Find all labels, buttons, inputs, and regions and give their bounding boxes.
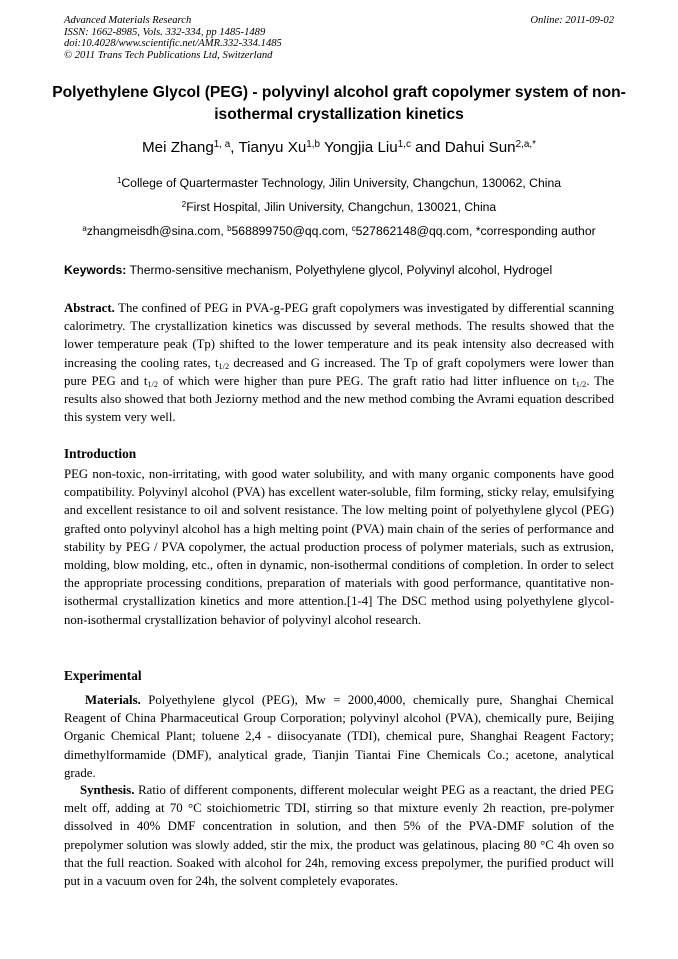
author-superscript: 2,a,*: [515, 139, 536, 151]
synthesis-label: Synthesis.: [80, 783, 135, 797]
abstract-subscript: 1/2: [575, 379, 587, 389]
abstract: [64, 299, 614, 426]
experimental-heading: Experimental: [64, 668, 142, 683]
issn-line: ISSN: 1662-8985, Vols. 332-334, pp 1485-1489: [64, 26, 266, 38]
email-superscript: b: [227, 224, 232, 234]
abstract-label: Abstract.: [64, 301, 115, 315]
doi-line: doi:10.4028/www.scientific.net/AMR.332-334.1485: [64, 38, 282, 49]
email-text: 527862148@qq.com, *corresponding author: [355, 224, 596, 238]
author-superscript: 1,c: [397, 139, 411, 151]
author-superscript: 1, a: [213, 139, 231, 151]
materials-paragraph: [64, 691, 614, 782]
email-superscript: c: [351, 224, 356, 234]
abstract-subscript: 1/2: [147, 379, 159, 389]
introduction-paragraph: PEG non-toxic, non-irritating, with good water solubility, and with many organic components have good compatibility. Polyvinyl alcohol (PVA) has excellent water-soluble, film forming, sticky relay, emulsifying and excellent resistance to oil and solvent resistance. The low melting point of polyethylene glycol (PEG) grafted onto polyvinyl alcohol has a high melting point (PVA) main chain of the series of performance and stability by PEG / PVA copolymer, the actual production process of polymer materials, such as extrusion, molding, blow molding, etc., often in dynamic, non-isothermal conditions of completion. In order to select the appropriate processing conditions, preparation of materials with good performance, quantitative non-isothermal crystallization kinetics and more attention.[1-4] The DSC method using polyethylene glycol-non-isothermal crystallization behavior of polyvinyl alcohol research.: [64, 467, 614, 627]
affiliation-2: [0, 199, 678, 215]
abstract-text: of which were higher than pure PEG. The graft ratio had litter influence on t: [158, 373, 576, 388]
affiliation-1: [0, 175, 678, 191]
online-date: Online: 2011-09-02: [530, 15, 614, 26]
affiliation-superscript: 1: [116, 176, 122, 186]
email-text: zhangmeisdh@sina.com,: [86, 224, 228, 238]
affiliation-superscript: 2: [181, 200, 187, 210]
author-name: Yongjia Liu: [323, 139, 398, 156]
keywords-text: Thermo-sensitive mechanism, Polyethylene glycol, Polyvinyl alcohol, Hydrogel: [126, 263, 553, 277]
synthesis-text: Ratio of different components, different molecular weight PEG as a reactant, the dried PEG melt off, adding at 70 °C stoichiometric TDI, stirring so that mixture evenly 2h reaction, pre-polymer dissolved in 40% DMF concentration in solution, and then 5% of the PVA-DMF solution of the prepolymer solution was slowly added, stir the mix, the product was gelatinous, placing 80 °C 4h oven so that the full reaction. Soaked with alcohol for 24h, removing excess prepolymer, the purified product will put in a vacuum oven for 24h, the solvent completely evaporates.: [64, 783, 614, 889]
abstract-text: The confined of PEG in PVA-g-PEG graft copolymers was investigated by differential scanning calorimetry. The crystallization kinetics was discussed by several methods. The results showed that the lower temperature peak (Tp) shifted to the lower temperature and its peak intensity also decreased with increasing the cooling rates, t: [64, 301, 614, 370]
email-line: [0, 223, 678, 239]
affiliation-text: First Hospital, Jilin University, Changchun, 130021, China: [186, 200, 497, 214]
keywords-label: Keywords:: [64, 263, 127, 277]
author-name: Tianyu Xu: [238, 139, 307, 156]
author-name: Mei Zhang: [142, 139, 214, 156]
author-separator: ,: [230, 139, 239, 156]
author-name: Dahui Sun: [444, 139, 516, 156]
author-superscript: 1,b: [306, 139, 321, 151]
abstract-text: decreased and G increased. The Tp of graft copolymers were lower than pure PEG and t: [64, 355, 614, 388]
abstract-subscript: 1/2: [218, 361, 230, 371]
keywords: [64, 262, 552, 278]
copyright-line: © 2011 Trans Tech Publications Ltd, Switzerland: [64, 49, 273, 61]
email-superscript: a: [82, 224, 87, 234]
paper-title: Polyethylene Glycol (PEG) - polyvinyl alcohol graft copolymer system of non-isothermal crystallization kinetics: [52, 84, 626, 123]
email-text: 568899750@qq.com,: [231, 224, 352, 238]
synthesis-paragraph: [64, 781, 614, 890]
abstract-text: . The results also showed that both Jeziorny method and the new method combing the Avrami equation described this system very well.: [64, 373, 615, 425]
author-separator: and: [410, 139, 445, 156]
author-list: [0, 138, 678, 158]
materials-label: Materials.: [85, 693, 141, 707]
materials-text: Polyethylene glycol (PEG), Mw = 2000,4000, chemically pure, Shanghai Chemical Reagent of China Pharmaceutical Group Corporation; polyvinyl alcohol (PVA), chemically pure, Beijing Organic Chemical Plant; toluene 2,4 - diisocyanate (TDI), chemical pure, Shanghai Reagent Factory; dimethylformamide (DMF), analytical grade, Tianjin Tiantai Fine Chemicals Co.; acetone, analytical grade.: [64, 693, 614, 780]
introduction-heading: Introduction: [64, 446, 137, 461]
journal-name: Advanced Materials Research: [64, 15, 192, 26]
affiliation-text: College of Quartermaster Technology, Jilin University, Changchun, 130062, China: [121, 176, 562, 190]
journal-header: [64, 15, 282, 61]
